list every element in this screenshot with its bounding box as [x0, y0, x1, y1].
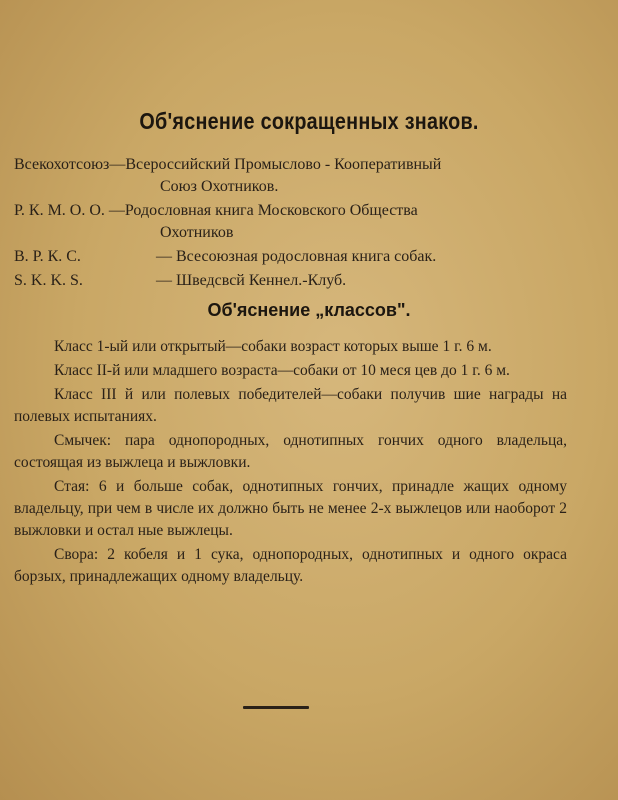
classes-list: [14, 336, 567, 590]
abbreviation-entry-3: [14, 246, 574, 268]
class-paragraph: Смычек: пара однопородных, однотипных гончих одного владельца, состоящая из выжлеца и выжловки.: [14, 432, 567, 471]
abbreviation-code: Р. К. М. О. О. —: [14, 202, 125, 219]
class-paragraph: Стая: 6 и больше собак, однотипных гончих, принадле жащих одному владельцу, при чем в числе их должно быть не менее 2-х выжлецов или наоборот 2 выжловки и остал ные выжлецы.: [14, 478, 567, 539]
class-paragraph: Класс II-й или младшего возраста—собаки от 10 меся цев до 1 г. 6 м.: [54, 362, 510, 379]
closing-rule: [243, 706, 309, 709]
class-paragraph: Класс 1-ый или открытый—собаки возраст которых выше 1 г. 6 м.: [54, 338, 492, 355]
abbreviation-definition: — Шведсвсй Кеннел.-Клуб.: [156, 272, 347, 289]
class-paragraph: Класс III й или полевых победителей—собаки получив шие награды на полевых испытаниях.: [14, 386, 567, 425]
abbreviation-code: Всекохотсоюз—: [14, 156, 126, 173]
classes-heading: Об'яснение „классов".: [207, 300, 411, 320]
abbreviation-definition: Всероссийский Промыслово - Кооперативный: [125, 156, 442, 173]
class-paragraph: Свора: 2 кобеля и 1 сука, однопородных, однотипных и одного окраса борзых, принадлежащих одному владельцу.: [14, 546, 567, 585]
abbreviation-code: В. Р. К. С.: [14, 248, 81, 265]
abbreviation-definition: — Всесоюзная родословная книга собак.: [156, 248, 437, 265]
abbreviation-entry-2: [14, 200, 574, 244]
abbreviation-entry-1: [14, 154, 574, 198]
abbreviation-continuation: Охотников: [160, 224, 234, 241]
page-title: Об'яснение сокращенных знаков.: [139, 108, 479, 134]
abbreviation-definition: Родословная книга Московского Общества: [124, 202, 418, 219]
abbreviation-entry-4: [14, 270, 574, 292]
abbreviation-code: S. K. K. S.: [14, 272, 83, 289]
abbreviation-continuation: Союз Охотников.: [160, 178, 279, 195]
